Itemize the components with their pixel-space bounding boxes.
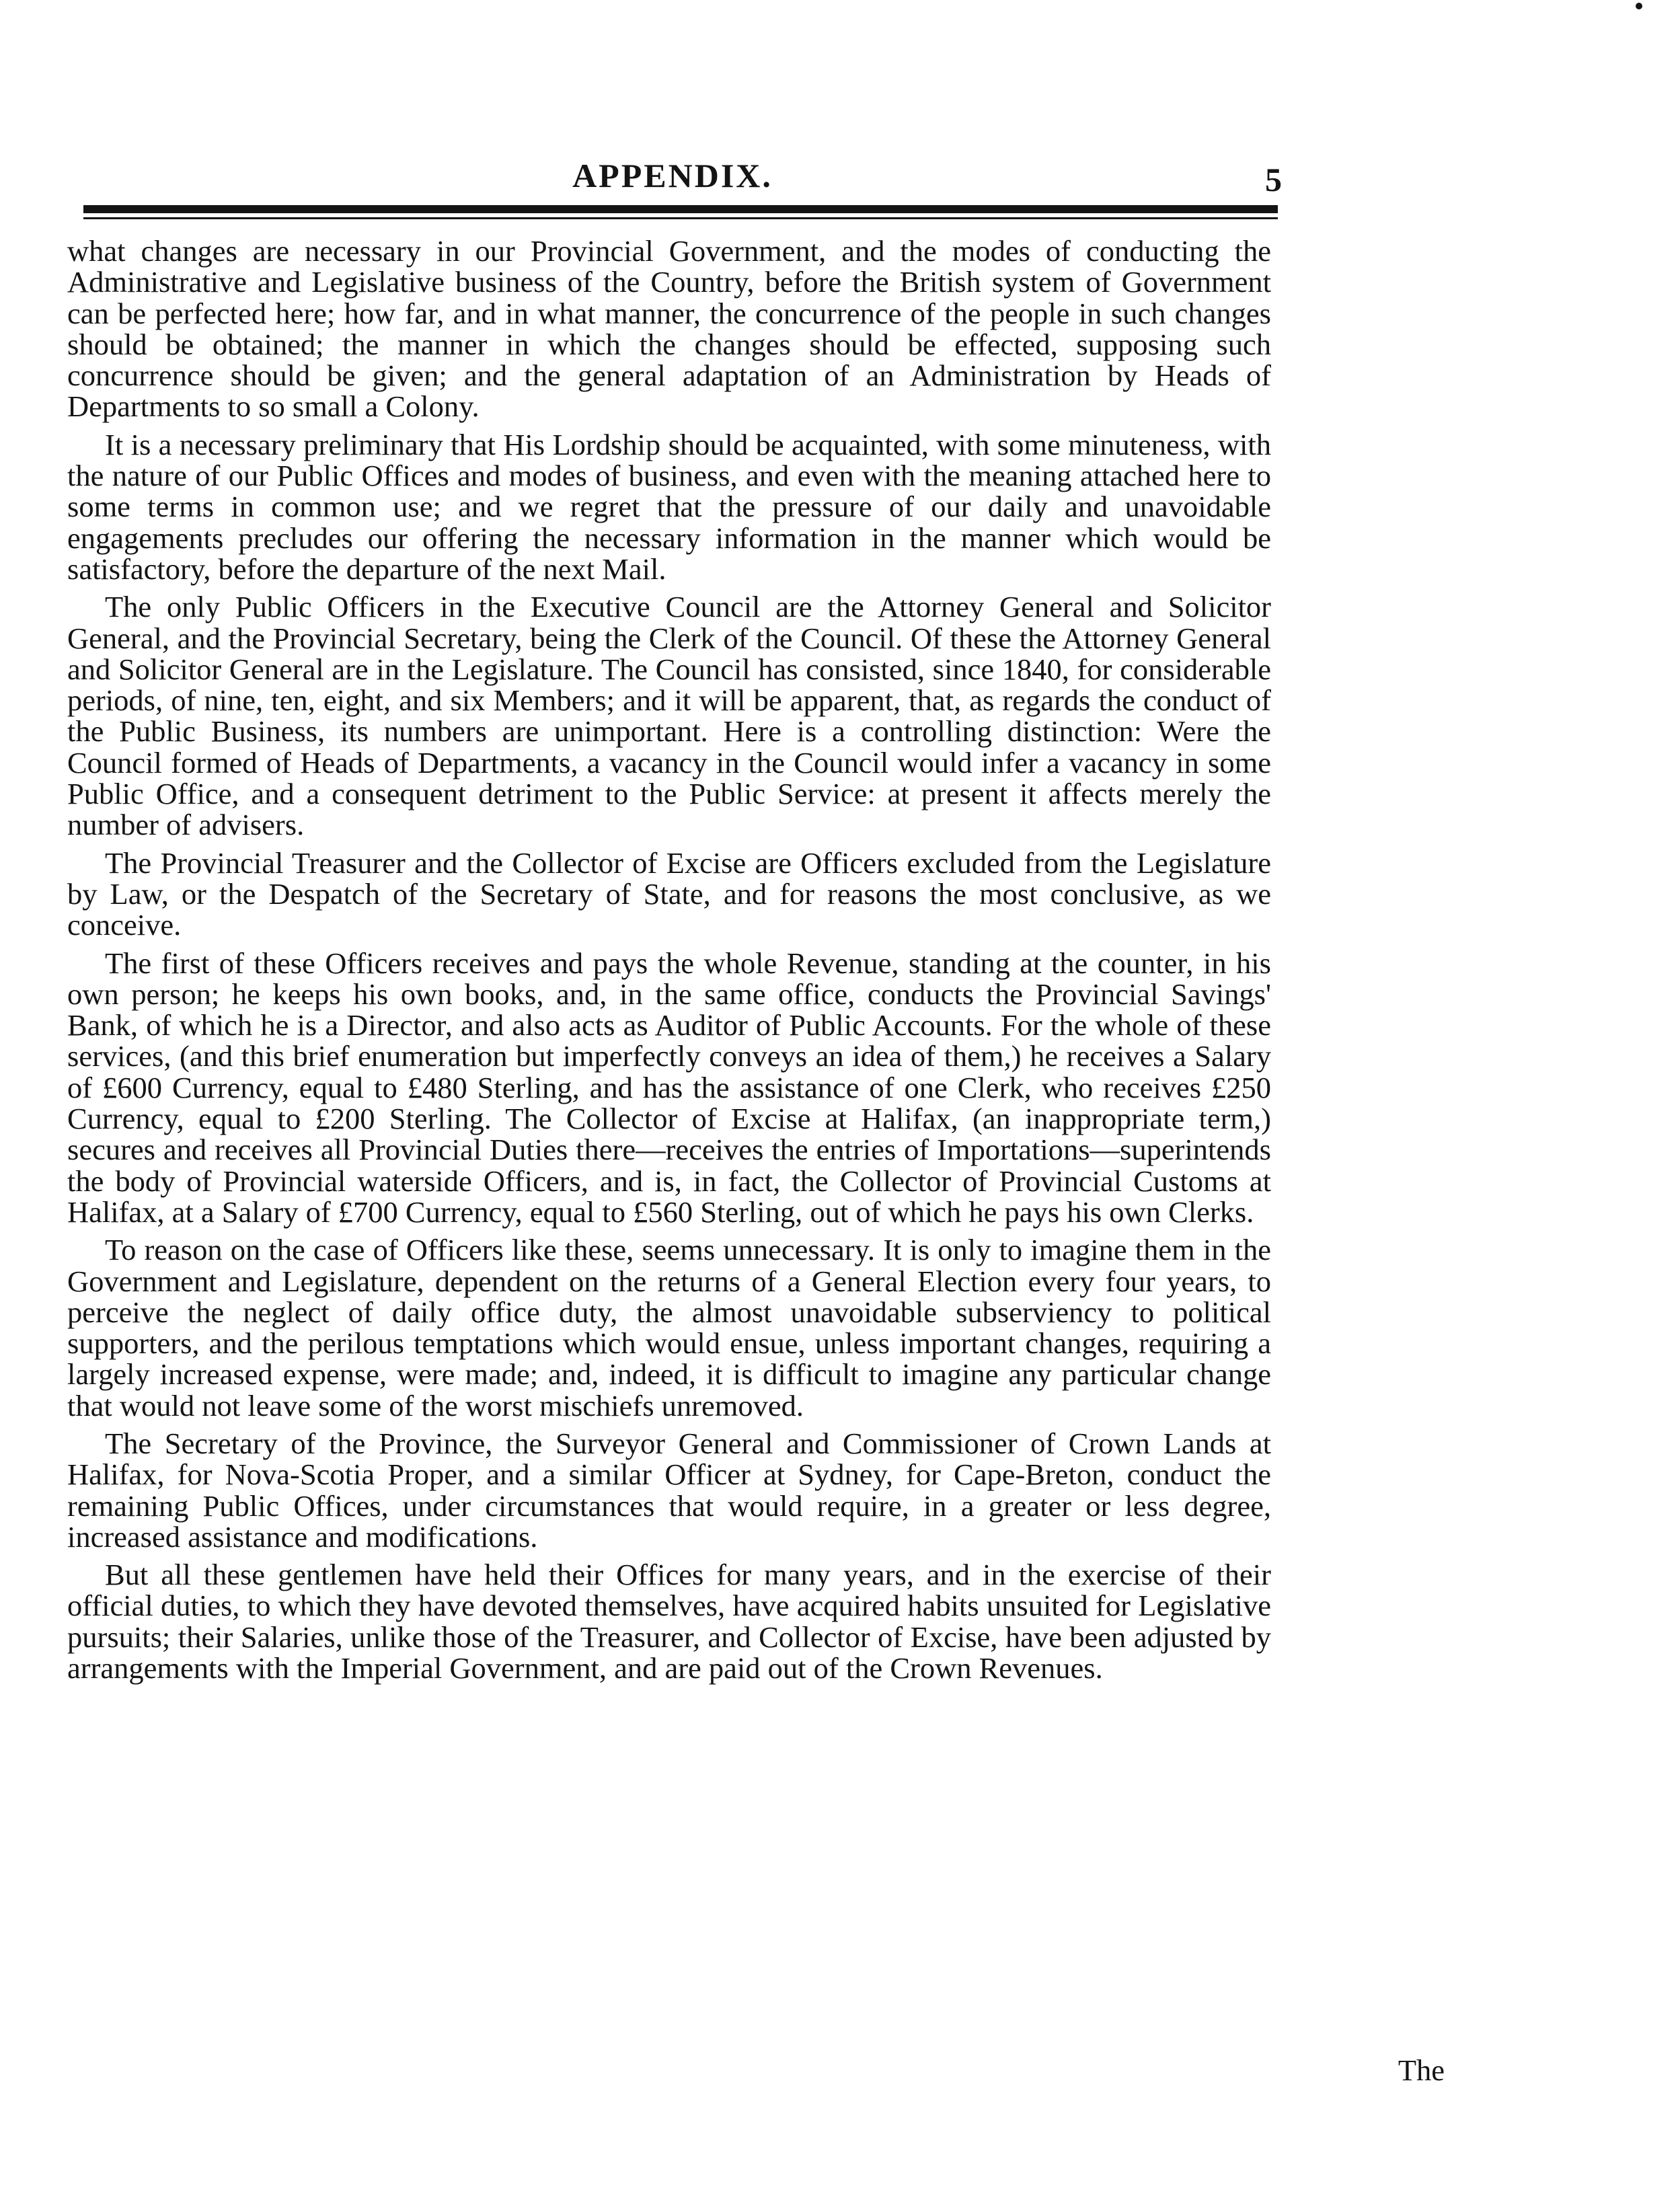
paragraph: what changes are necessary in our Provincial Government, and the modes of conducting the Administrative and Legislative business of the Country, before the British system of Government can be perfected here; how far, and in what manner, the concurrence of the people in such changes should be obtained; the manner in which the changes should be effected, supposing such concurrence should be given; and the general adaptation of an Administration by Heads of Departments to so small a Colony. [67, 234, 1271, 424]
header-rule-thin [83, 217, 1278, 219]
paragraph: The Secretary of the Province, the Surveyor General and Commissioner of Crown Lands at Halifax, for Nova-Scotia Proper, and a similar Officer at Sydney, for Cape-Breton, conduct the remaining Public Offices, under circumstances that would require, in a greater or less degree, increased assistance and modifications. [67, 1426, 1271, 1554]
catchword: The [1398, 2053, 1445, 2087]
paragraph: The first of these Officers receives and pays the whole Revenue, standing at the counter, in his own person; he keeps his own books, and, in the same office, conducts the Provincial Savings' Bank, of which he is a Director, and also acts as Auditor of Public Accounts. For the whole of these services, (and this brief enumeration but imperfectly conveys an idea of them,) he receives a Salary of £600 Currency, equal to £480 Sterling, and has the assistance of one Clerk, who receives £250 Currency, equal to £200 Sterling. The Collector of Excise at Halifax, (an inappropriate term,) secures and receives all Provincial Duties there—receives the entries of Importations—superintends the body of Provincial waterside Officers, and is, in fact, the Collector of Provincial Customs at Halifax, at a Salary of £700 Currency, equal to £560 Sterling, out of which he pays his own Clerks. [67, 946, 1271, 1229]
paragraph: It is a necessary preliminary that His Lordship should be acquainted, with some minuteness, with the nature of our Public Offices and modes of business, and even with the meaning attached here to some terms in common use; and we regret that the pressure of our daily and unavoidable engagements precludes our offering the necessary information in the manner which would be satisfactory, before the departure of the next Mail. [67, 427, 1271, 586]
paragraph: The Provincial Treasurer and the Collector of Excise are Officers excluded from the Legislature by Law, or the Despatch of the Secretary of State, and for reasons the most conclusive, as we conceive. [67, 845, 1271, 942]
body-text [67, 235, 1271, 1690]
page-header [67, 156, 1282, 198]
header-rule [83, 205, 1278, 213]
page-number: 5 [1265, 161, 1282, 198]
paragraph: To reason on the case of Officers like these, seems unnecessary. It is only to imagine them in the Government and Legislature, dependent on the returns of a General Election every four years, to perceive the neglect of daily office duty, the almost unavoidable subserviency to political supporters, and the perilous temptations which would ensue, unless important changes, requiring a largely increased expense, were made; and, indeed, it is difficult to imagine any particular change that would not leave some of the worst mischiefs unremoved. [67, 1233, 1271, 1422]
paragraph: The only Public Officers in the Executive Council are the Attorney General and Solicitor General, and the Provincial Secretary, being the Clerk of the Council. Of these the Attorney General and Solicitor General are in the Legislature. The Council has consisted, since 1840, for considerable periods, of nine, ten, eight, and six Members; and it will be apparent, that, as regards the conduct of the Public Business, its numbers are unimportant. Here is a controlling distinction: Were the Council formed of Heads of Departments, a vacancy in the Council would infer a vacancy in some Public Office, and a consequent detriment to the Public Service: at present it affects merely the number of advisers. [67, 590, 1271, 842]
paragraph: But all these gentlemen have held their Offices for many years, and in the exercise of their official duties, to which they have devoted themselves, have acquired habits unsuited for Legislative pursuits; their Salaries, unlike those of the Treasurer, and Collector of Excise, have been adjusted by arrangements with the Imperial Government, and are paid out of the Crown Revenues. [67, 1558, 1271, 1685]
ink-speck [1636, 3, 1642, 9]
running-title: APPENDIX. [572, 157, 773, 194]
